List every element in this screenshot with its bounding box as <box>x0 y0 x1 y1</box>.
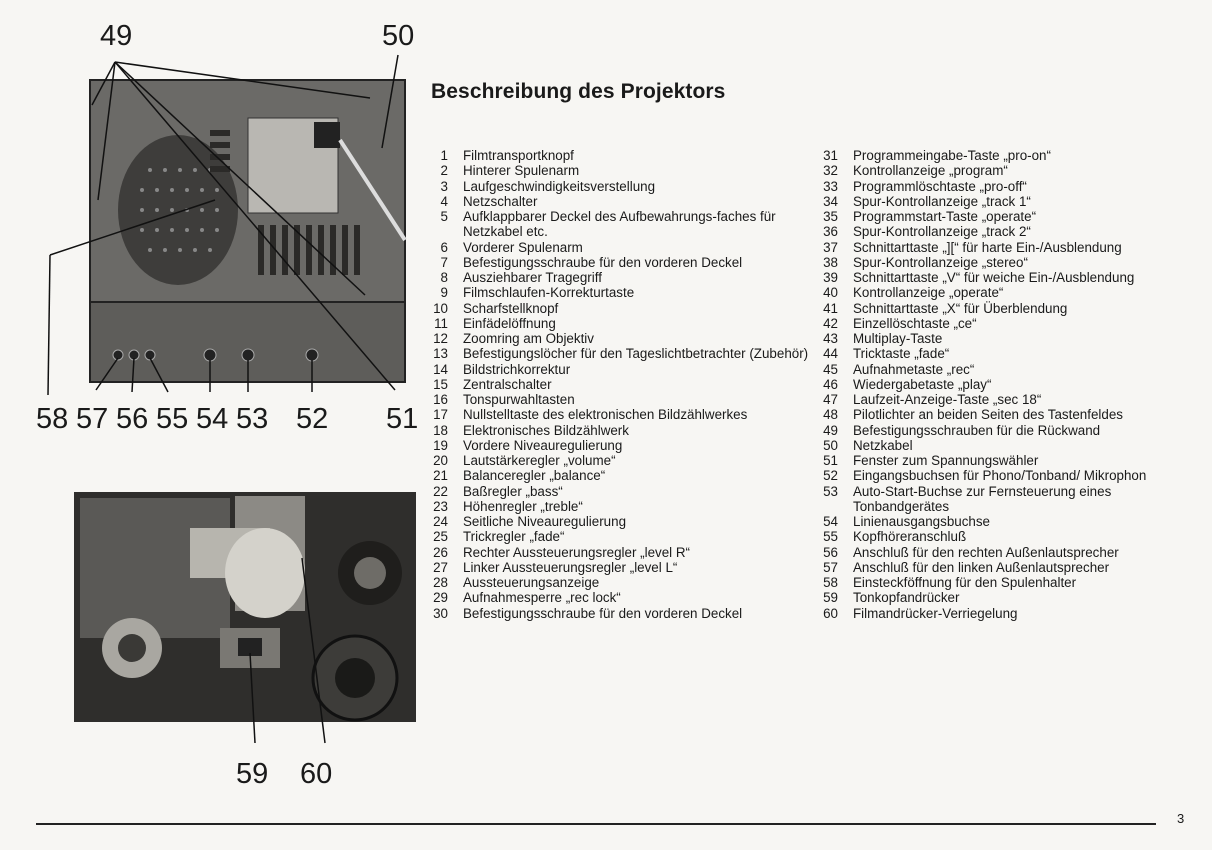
item-number: 44 <box>823 346 838 362</box>
item-text: Filmtransportknopf <box>463 148 574 163</box>
item-text: Filmandrücker-Verriegelung <box>853 605 1018 621</box>
list-item <box>428 499 818 514</box>
list-item <box>428 163 818 178</box>
item-number: 23 <box>433 498 448 514</box>
list-item <box>428 392 818 407</box>
item-number: 57 <box>823 559 838 575</box>
item-text: Schnittarttaste „][“ für harte Ein-/Ausblendung <box>853 239 1122 255</box>
item-text: Befestigungslöcher für den Tageslichtbetrachter (Zubehör) <box>463 346 809 362</box>
item-number: 16 <box>433 392 448 407</box>
callout-56: 56 <box>116 403 149 435</box>
item-text: Fenster zum Spannungswähler <box>853 453 1039 468</box>
item-text: Laufgeschwindigkeitsverstellung <box>463 178 656 194</box>
list-item <box>818 163 1208 178</box>
list-item <box>818 194 1208 209</box>
item-number: 28 <box>433 575 448 590</box>
list-item <box>818 453 1208 468</box>
list-item <box>428 377 818 392</box>
item-number: 41 <box>823 300 838 316</box>
item-text: Kontrollanzeige „program“ <box>853 163 1008 179</box>
list-item <box>428 407 818 422</box>
callout-59: 59 <box>236 758 269 790</box>
item-number: 3 <box>440 178 448 194</box>
list-item <box>818 179 1208 194</box>
list-item <box>818 560 1208 575</box>
callout-60: 60 <box>300 758 333 790</box>
list-item <box>818 377 1208 392</box>
item-text: Bildstrichkorrektur <box>463 361 571 377</box>
list-item <box>428 331 818 346</box>
item-number: 26 <box>433 544 448 560</box>
list-item <box>818 331 1208 346</box>
list-item <box>818 468 1208 483</box>
item-number: 25 <box>433 529 448 545</box>
item-number: 12 <box>433 331 448 346</box>
list-item <box>818 148 1208 163</box>
item-text: Multiplay-Taste <box>853 331 943 346</box>
item-text: Schnittarttaste „X“ für Überblendung <box>853 300 1068 316</box>
item-number: 32 <box>823 163 838 179</box>
item-number: 11 <box>434 315 448 331</box>
list-item <box>428 514 818 529</box>
item-number: 4 <box>440 193 448 209</box>
item-number: 18 <box>433 422 448 438</box>
list-item <box>428 590 818 605</box>
parts-list-right <box>818 148 1208 621</box>
item-number: 46 <box>823 376 838 392</box>
item-text: Pilotlichter an beiden Seiten des Tastenfeldes <box>853 407 1123 423</box>
list-item <box>428 316 818 331</box>
page-number: 3 <box>1177 811 1185 826</box>
item-text: Elektronisches Bildzählwerk <box>463 422 629 438</box>
callout-51: 51 <box>386 403 419 435</box>
callout-57: 57 <box>76 403 109 435</box>
list-item <box>818 590 1208 605</box>
list-item <box>428 194 818 209</box>
item-text: Zentralschalter <box>463 376 552 392</box>
list-item <box>428 606 818 621</box>
item-number: 43 <box>823 331 838 346</box>
item-text: Befestigungsschraube für den vorderen Deckel <box>463 605 743 621</box>
item-text: Seitliche Niveauregulierung <box>463 514 627 529</box>
item-number: 7 <box>440 254 448 270</box>
list-item <box>428 453 818 468</box>
item-number: 10 <box>433 300 448 316</box>
item-text: Kopfhöreranschluß <box>853 529 967 545</box>
item-text: Vorderer Spulenarm <box>463 239 583 255</box>
item-text: Aussteuerungsanzeige <box>463 575 600 590</box>
list-item <box>818 575 1208 590</box>
item-text: Netzkabel <box>853 437 913 453</box>
item-number: 24 <box>433 514 448 529</box>
page-title: Beschreibung des Projektors <box>431 80 726 103</box>
callout-55: 55 <box>156 403 189 435</box>
item-number: 36 <box>823 224 838 240</box>
list-item <box>818 209 1208 224</box>
list-item <box>428 240 818 255</box>
item-text: Befestigungsschraube für den vorderen Deckel <box>463 254 743 270</box>
item-text: Nullstelltaste des elektronischen Bildzählwerkes <box>463 407 748 423</box>
item-number: 54 <box>823 514 838 529</box>
item-text: Kontrollanzeige „operate“ <box>853 285 1004 301</box>
item-number: 20 <box>433 453 448 468</box>
list-item <box>428 529 818 544</box>
item-text: Spur-Kontrollanzeige „stereo“ <box>853 254 1028 270</box>
list-item <box>428 209 818 240</box>
item-number: 56 <box>823 544 838 560</box>
item-text: Laufzeit-Anzeige-Taste „sec 18“ <box>853 392 1042 407</box>
list-item <box>818 484 1208 515</box>
list-item <box>428 148 818 163</box>
callout-52: 52 <box>296 403 329 435</box>
item-number: 45 <box>823 361 838 377</box>
item-number: 53 <box>823 483 838 499</box>
item-text: Ausziehbarer Tragegriff <box>463 270 602 285</box>
item-number: 48 <box>823 407 838 423</box>
item-number: 29 <box>433 590 448 606</box>
list-item <box>428 484 818 499</box>
item-text: Wiedergabetaste „play“ <box>853 376 992 392</box>
item-text: Hinterer Spulenarm <box>463 163 580 179</box>
list-item <box>818 529 1208 544</box>
item-text: Trickregler „fade“ <box>463 529 565 545</box>
list-item <box>428 362 818 377</box>
item-text: Spur-Kontrollanzeige „track 2“ <box>853 224 1031 240</box>
item-number: 8 <box>440 270 448 285</box>
item-text: Befestigungsschrauben für die Rückwand <box>853 422 1101 438</box>
item-number: 17 <box>433 407 448 423</box>
item-text: Tonspurwahltasten <box>463 392 575 407</box>
item-text: Netzschalter <box>463 193 538 209</box>
item-number: 39 <box>823 270 838 285</box>
item-text: Vordere Niveauregulierung <box>463 437 623 453</box>
list-item <box>428 346 818 361</box>
projector-rear-illustration <box>30 10 430 435</box>
callout-50: 50 <box>382 20 415 52</box>
list-item <box>428 255 818 270</box>
item-number: 60 <box>823 605 838 621</box>
item-text: Einzellöschtaste „ce“ <box>853 315 977 331</box>
list-item <box>428 285 818 300</box>
item-text: Rechter Aussteuerungsregler „level R“ <box>463 544 690 560</box>
list-item <box>818 255 1208 270</box>
list-item <box>428 560 818 575</box>
item-text: Spur-Kontrollanzeige „track 1“ <box>853 193 1031 209</box>
item-number: 6 <box>440 239 448 255</box>
item-number: 19 <box>433 437 448 453</box>
item-text: Aufnahmesperre „rec lock“ <box>463 590 621 606</box>
item-text: Programmeingabe-Taste „pro-on“ <box>853 148 1051 163</box>
list-item <box>428 179 818 194</box>
item-number: 21 <box>433 468 448 484</box>
item-number: 33 <box>823 178 838 194</box>
item-number: 13 <box>433 346 448 362</box>
list-item <box>428 270 818 285</box>
item-text: Höhenregler „treble“ <box>463 498 583 514</box>
item-number: 55 <box>823 529 838 545</box>
item-text: Linker Aussteuerungsregler „level L“ <box>463 559 678 575</box>
item-number: 15 <box>433 376 448 392</box>
list-item <box>428 468 818 483</box>
item-text: Programmstart-Taste „operate“ <box>853 209 1037 224</box>
item-text: Aufklappbarer Deckel des Aufbewahrungs-faches für Netzkabel etc. <box>463 209 776 240</box>
list-item <box>818 301 1208 316</box>
item-number: 35 <box>823 209 838 224</box>
item-number: 9 <box>440 285 448 301</box>
list-item <box>818 240 1208 255</box>
list-item <box>818 224 1208 239</box>
list-item <box>428 575 818 590</box>
item-number: 50 <box>823 437 838 453</box>
callout-54: 54 <box>196 403 229 435</box>
list-item <box>818 545 1208 560</box>
list-item <box>818 392 1208 407</box>
item-number: 2 <box>440 163 448 179</box>
item-number: 37 <box>823 239 838 255</box>
item-text: Programmlöschtaste „pro-off“ <box>853 178 1027 194</box>
item-text: Tonkopfandrücker <box>853 590 960 606</box>
item-text: Anschluß für den rechten Außenlautsprecher <box>853 544 1119 560</box>
list-item <box>818 285 1208 300</box>
list-item <box>818 423 1208 438</box>
item-text: Baßregler „bass“ <box>463 483 563 499</box>
list-item <box>428 423 818 438</box>
list-item <box>818 438 1208 453</box>
callout-58: 58 <box>36 403 69 435</box>
parts-list-left <box>428 148 818 621</box>
item-text: Einfädelöffnung <box>463 315 556 331</box>
item-text: Aufnahmetaste „rec“ <box>853 361 975 377</box>
item-number: 49 <box>823 422 838 438</box>
item-text: Filmschlaufen-Korrekturtaste <box>463 285 635 301</box>
item-text: Einsteckföffnung für den Spulenhalter <box>853 575 1077 590</box>
list-item <box>818 362 1208 377</box>
item-text: Anschluß für den linken Außenlautsprecher <box>853 559 1110 575</box>
callout-53: 53 <box>236 403 269 435</box>
list-item <box>428 301 818 316</box>
list-item <box>818 270 1208 285</box>
item-text: Schnittarttaste „V“ für weiche Ein-/Ausblendung <box>853 270 1135 285</box>
item-number: 14 <box>433 361 448 377</box>
item-number: 42 <box>823 315 838 331</box>
item-text: Linienausgangsbuchse <box>853 514 990 529</box>
item-number: 52 <box>823 468 838 484</box>
item-number: 47 <box>823 392 838 407</box>
item-text: Lautstärkeregler „volume“ <box>463 453 616 468</box>
item-number: 51 <box>823 453 838 468</box>
item-number: 59 <box>823 590 838 606</box>
item-number: 22 <box>433 483 448 499</box>
list-item <box>818 606 1208 621</box>
item-number: 27 <box>433 559 448 575</box>
item-number: 38 <box>823 254 838 270</box>
item-number: 1 <box>440 148 448 163</box>
item-text: Auto-Start-Buchse zur Fernsteuerung eines Tonbandgerätes <box>853 483 1112 514</box>
item-number: 40 <box>823 285 838 301</box>
item-number: 5 <box>440 209 448 224</box>
item-text: Tricktaste „fade“ <box>853 346 950 362</box>
list-item <box>428 438 818 453</box>
item-number: 34 <box>823 193 838 209</box>
list-item <box>428 545 818 560</box>
projector-mechanism-illustration <box>70 488 420 793</box>
callout-49: 49 <box>100 20 133 52</box>
item-text: Scharfstellknopf <box>463 300 559 316</box>
item-number: 30 <box>433 605 448 621</box>
list-item <box>818 514 1208 529</box>
item-text: Eingangsbuchsen für Phono/Tonband/ Mikrophon <box>853 468 1147 484</box>
item-number: 58 <box>823 575 838 590</box>
item-number: 31 <box>823 148 838 163</box>
item-text: Balanceregler „balance“ <box>463 468 606 484</box>
item-text: Zoomring am Objektiv <box>463 331 594 346</box>
list-item <box>818 316 1208 331</box>
list-item <box>818 346 1208 361</box>
footer-rule <box>36 823 1156 825</box>
list-item <box>818 407 1208 422</box>
